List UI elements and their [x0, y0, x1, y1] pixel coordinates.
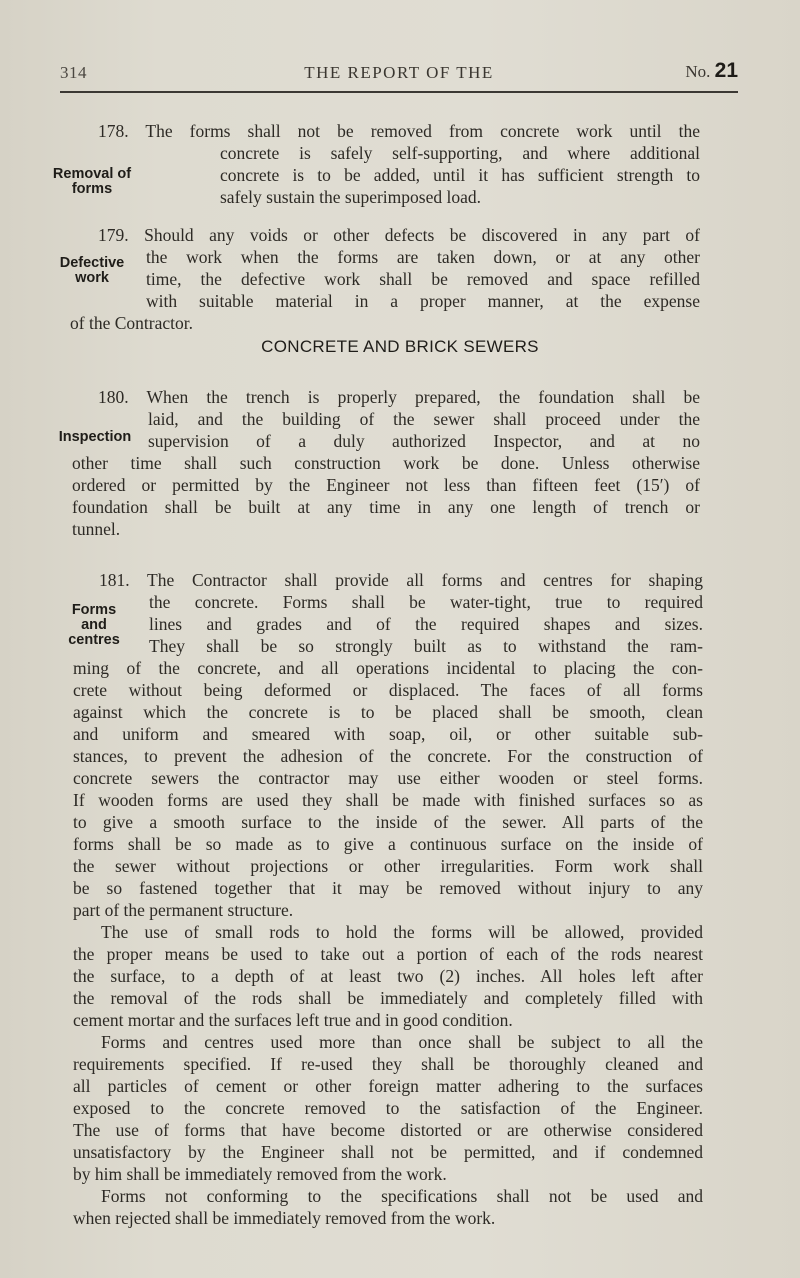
text-line: 179. Should any voids or other defects be discovered in any part of: [98, 225, 700, 245]
text-line: ming of the concrete, and all operations incidental to placing the con-: [73, 658, 703, 678]
text-line: all particles of cement or other foreign matter adhering to the surfaces: [73, 1076, 703, 1096]
text-line: safely sustain the superimposed load.: [220, 187, 481, 207]
page-header: [60, 57, 738, 87]
text-line: concrete is to be added, until it has sufficient strength to: [220, 165, 700, 185]
text-line: foundation shall be built at any time in any one length of trench or: [72, 497, 700, 517]
sidenote-line: centres: [68, 632, 120, 648]
text-line: of the Contractor.: [70, 313, 193, 333]
text-line: Forms and centres used more than once shall be subject to all the: [101, 1032, 703, 1052]
text-line: the proper means be used to take out a portion of each of the rods nearest: [73, 944, 703, 964]
text-line: They shall be so strongly built as to withstand the ram-: [149, 636, 703, 656]
page-number: 314: [60, 63, 87, 82]
text-line: forms shall be so made as to give a continuous surface on the inside of: [73, 834, 703, 854]
text-line: 180. When the trench is properly prepared, the foundation shall be: [98, 387, 700, 407]
sidenote-line: work: [75, 270, 109, 286]
text-line: 178. The forms shall not be removed from concrete work until the: [98, 121, 700, 141]
text-line: concrete is safely self-supporting, and where additional: [220, 143, 700, 163]
text-line: part of the permanent structure.: [73, 900, 294, 920]
text-line: the sewer without projections or other irregularities. Form work shall: [73, 856, 703, 876]
text-line: the work when the forms are taken down, or at any other: [146, 247, 700, 267]
text-line: crete without being deformed or displaced. The faces of all forms: [73, 680, 703, 700]
text-line: concrete sewers the contractor may use either wooden or steel forms.: [73, 768, 703, 788]
text-line: the concrete. Forms shall be water-tight, true to required: [149, 592, 703, 612]
sidenote-line: Inspection: [58, 429, 132, 445]
text-line: unsatisfactory by the Engineer shall not be permitted, and if condemned: [73, 1142, 703, 1162]
section-180: [72, 386, 700, 540]
running-title: THE REPORT OF THE: [304, 63, 494, 82]
issue-number: [685, 59, 738, 83]
section-181: [73, 569, 703, 1229]
text-line: exposed to the concrete removed to the satisfaction of the Engineer.: [73, 1098, 703, 1118]
text-line: The use of small rods to hold the forms will be allowed, provided: [101, 922, 703, 942]
text-line: time, the defective work shall be removed and space refilled: [146, 269, 700, 289]
text-line: supervision of a duly authorized Inspector, and at no: [148, 431, 700, 451]
text-line: Forms not conforming to the specifications shall not be used and: [101, 1186, 703, 1206]
text-line: be so fastened together that it may be removed without injury to any: [73, 878, 703, 898]
text-line: and uniform and smeared with soap, oil, or other suitable sub-: [73, 724, 703, 744]
text-line: to give a smooth surface to the inside of the sewer. All parts of the: [73, 812, 703, 832]
header-rule: [60, 91, 738, 93]
sidenote-line: forms: [71, 181, 113, 197]
text-line: cement mortar and the surfaces left true and in good condition.: [73, 1010, 513, 1030]
section-178: [98, 120, 700, 208]
sidenote-line: Defective: [59, 255, 125, 271]
text-line: The use of forms that have become distorted or are otherwise considered: [73, 1120, 703, 1140]
issue-number-value: 21: [714, 59, 738, 82]
section-heading: CONCRETE AND BRICK SEWERS: [261, 337, 539, 356]
text-line: the removal of the rods shall be immediately and completely filled with: [73, 988, 703, 1008]
text-line: requirements specified. If re-used they shall be thoroughly cleaned and: [73, 1054, 703, 1074]
text-line: If wooden forms are used they shall be made with finished surfaces so as: [73, 790, 703, 810]
text-line: against which the concrete is to be placed shall be smooth, clean: [73, 702, 703, 722]
text-line: other time shall such construction work be done. Unless otherwise: [72, 453, 700, 473]
text-line: stances, to prevent the adhesion of the concrete. For the construction of: [73, 746, 703, 766]
sidenote-line: Removal of: [52, 166, 132, 182]
text-line: lines and grades and of the required shapes and sizes.: [149, 614, 703, 634]
sidenote-line: Forms: [71, 602, 117, 618]
text-line: ordered or permitted by the Engineer not less than fifteen feet (15′) of: [72, 475, 700, 495]
sidenote-line: and: [81, 617, 107, 633]
text-line: laid, and the building of the sewer shall proceed under the: [148, 409, 700, 429]
text-line: with suitable material in a proper manner, at the expense: [146, 291, 700, 311]
text-line: by him shall be immediately removed from the work.: [73, 1164, 447, 1184]
section-179: [70, 224, 700, 334]
text-line: the surface, to a depth of at least two (2) inches. All holes left after: [73, 966, 703, 986]
text-line: when rejected shall be immediately removed from the work.: [73, 1208, 496, 1228]
text-line: 181. The Contractor shall provide all forms and centres for shaping: [99, 570, 703, 590]
text-line: tunnel.: [72, 519, 121, 539]
issue-prefix: No.: [685, 62, 711, 81]
